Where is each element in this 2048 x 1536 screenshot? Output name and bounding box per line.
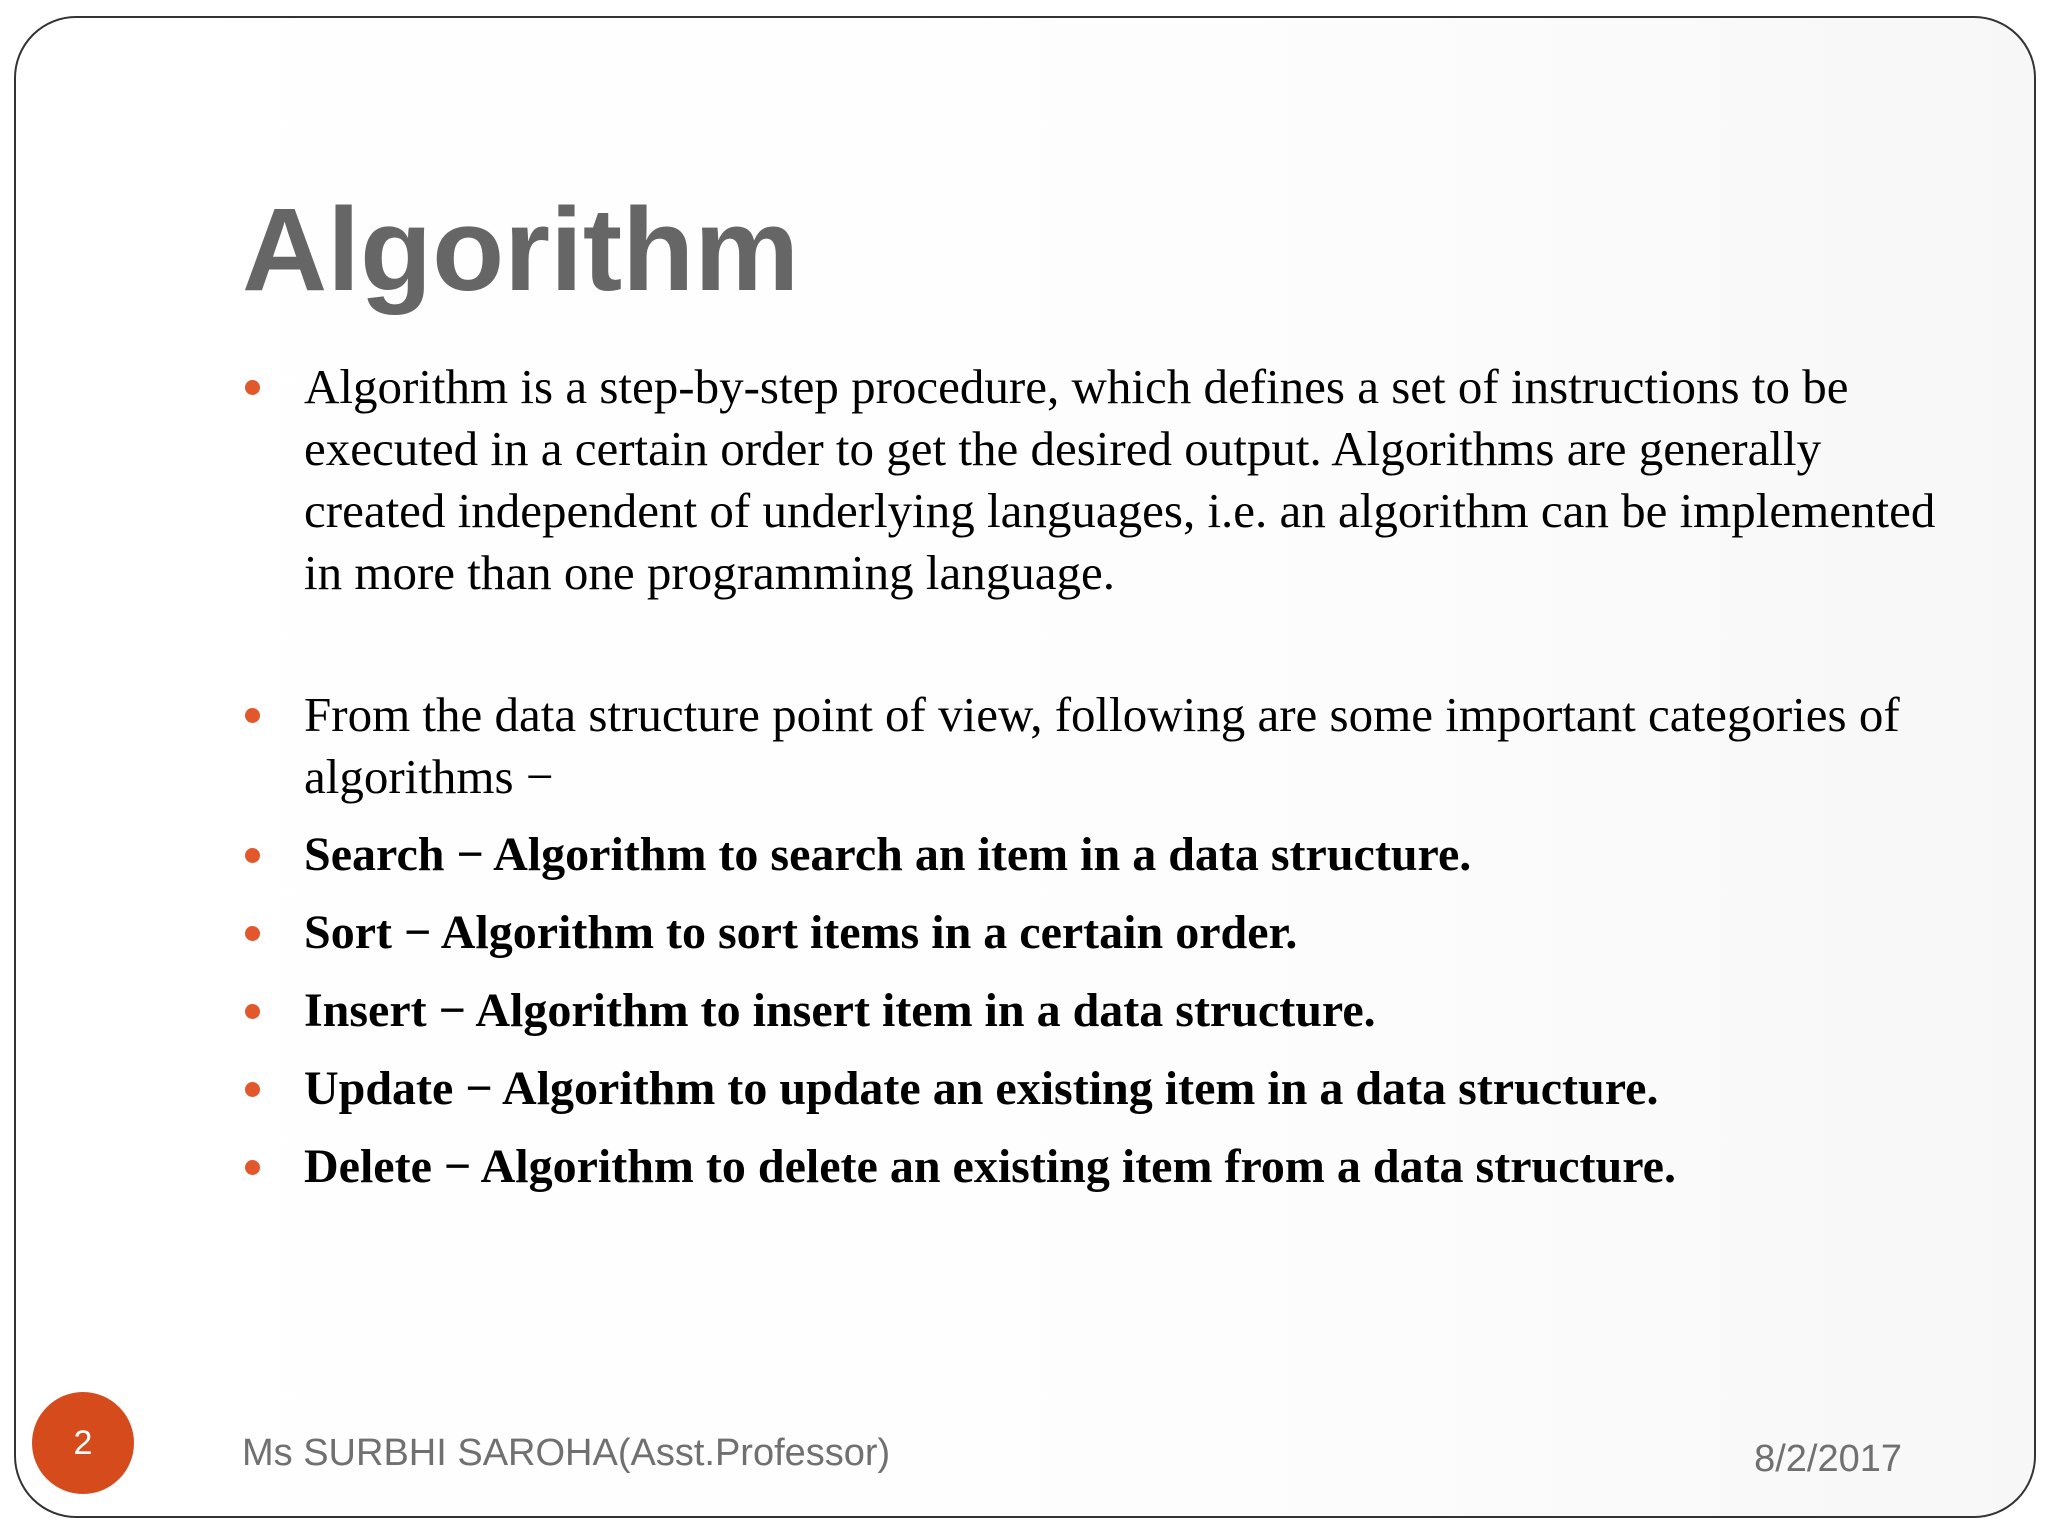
category-text: Insert − Algorithm to insert item in a data structure. <box>304 984 1376 1037</box>
category-item-update <box>242 1058 1942 1120</box>
bullet-dot-icon <box>245 1160 260 1175</box>
footer-date: 8/2/2017 <box>1754 1438 1902 1480</box>
slide-title: Algorithm <box>242 184 800 316</box>
bullet-item <box>242 684 1942 808</box>
category-item-search <box>242 824 1942 886</box>
bullet-text: Algorithm is a step-by-step procedure, which defines a set of instructions to be executed in a certain order to get the desired output. Algorithms are generally created independent of underlying languages, i.e. an algorithm can be implemented in more than one programming language. <box>304 359 1936 600</box>
bullet-dot-icon <box>245 1082 260 1097</box>
page-number-badge: 2 <box>32 1392 134 1494</box>
slide-frame <box>14 16 2036 1518</box>
footer-author: Ms SURBHI SAROHA(Asst.Professor) <box>242 1432 891 1474</box>
bullet-dot-icon <box>245 708 260 723</box>
bullet-dot-icon <box>245 848 260 863</box>
bullet-dot-icon <box>245 380 260 395</box>
bullet-item <box>242 356 1942 604</box>
bullet-dot-icon <box>245 926 260 941</box>
category-text: Sort − Algorithm to sort items in a certain order. <box>304 906 1298 959</box>
category-text: Update − Algorithm to update an existing item in a data structure. <box>304 1062 1659 1115</box>
category-item-insert <box>242 980 1942 1042</box>
category-text: Delete − Algorithm to delete an existing item from a data structure. <box>304 1140 1676 1193</box>
bullet-text: From the data structure point of view, following are some important categories of algorithms − <box>304 687 1900 804</box>
bullet-dot-icon <box>245 1004 260 1019</box>
bullet-list <box>242 356 1942 1214</box>
category-item-delete <box>242 1136 1942 1198</box>
category-item-sort <box>242 902 1942 964</box>
category-text: Search − Algorithm to search an item in a data structure. <box>304 828 1472 881</box>
